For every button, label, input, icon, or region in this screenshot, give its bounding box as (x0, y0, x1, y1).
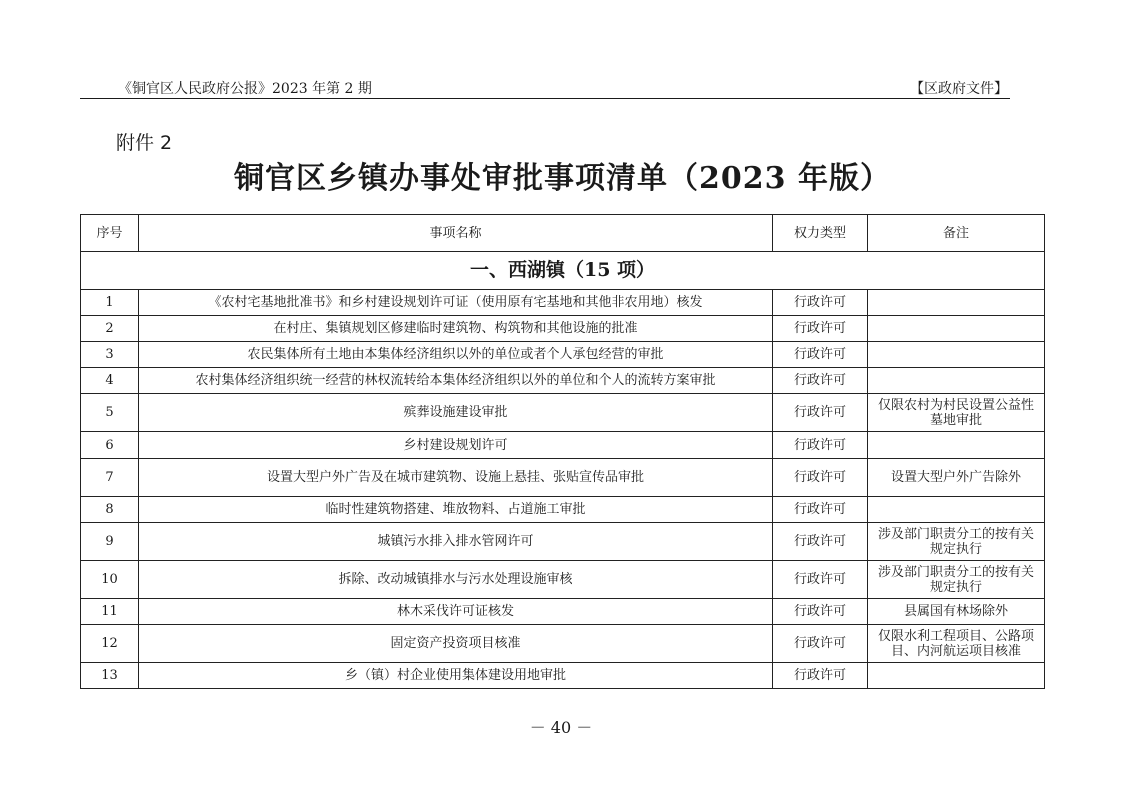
table-row (81, 497, 1045, 523)
cell-name: 固定资产投资项目核准 (139, 625, 773, 663)
cell-name: 《农村宅基地批准书》和乡村建设规划许可证（使用原有宅基地和其他非农用地）核发 (139, 290, 773, 316)
cell-name: 城镇污水排入排水管网许可 (139, 523, 773, 561)
cell-no: 13 (81, 663, 139, 689)
cell-note: 涉及部门职责分工的按有关规定执行 (868, 561, 1045, 599)
cell-name: 农民集体所有土地由本集体经济组织以外的单位或者个人承包经营的审批 (139, 342, 773, 368)
gazette-issue: 《铜官区人民政府公报》2023 年第 2 期 (118, 81, 372, 97)
cell-type: 行政许可 (773, 561, 868, 599)
table-row (81, 316, 1045, 342)
cell-name: 乡（镇）村企业使用集体建设用地审批 (139, 663, 773, 689)
cell-no: 12 (81, 625, 139, 663)
cell-note: 仅限水利工程项目、公路项目、内河航运项目核准 (868, 625, 1045, 663)
cell-type: 行政许可 (773, 663, 868, 689)
cell-name: 设置大型户外广告及在城市建筑物、设施上悬挂、张贴宣传品审批 (139, 459, 773, 497)
table-row (81, 459, 1045, 497)
table-row (81, 663, 1045, 689)
table-row (81, 432, 1045, 459)
column-header-name: 事项名称 (139, 215, 773, 252)
cell-note (868, 290, 1045, 316)
cell-note (868, 497, 1045, 523)
cell-note: 涉及部门职责分工的按有关规定执行 (868, 523, 1045, 561)
cell-name: 临时性建筑物搭建、堆放物料、占道施工审批 (139, 497, 773, 523)
cell-type: 行政许可 (773, 523, 868, 561)
table-row (81, 394, 1045, 432)
cell-no: 8 (81, 497, 139, 523)
cell-type: 行政许可 (773, 625, 868, 663)
page-number: － 40 － (529, 718, 593, 737)
cell-no: 2 (81, 316, 139, 342)
cell-note (868, 316, 1045, 342)
page-header (80, 76, 1010, 99)
cell-no: 7 (81, 459, 139, 497)
cell-type: 行政许可 (773, 342, 868, 368)
cell-type: 行政许可 (773, 497, 868, 523)
cell-note (868, 342, 1045, 368)
column-header-type: 权力类型 (773, 215, 868, 252)
cell-name: 拆除、改动城镇排水与污水处理设施审核 (139, 561, 773, 599)
cell-name: 在村庄、集镇规划区修建临时建筑物、构筑物和其他设施的批准 (139, 316, 773, 342)
approval-items-table (80, 214, 1045, 689)
column-header-no: 序号 (81, 215, 139, 252)
cell-no: 9 (81, 523, 139, 561)
cell-note (868, 663, 1045, 689)
table-row (81, 561, 1045, 599)
cell-type: 行政许可 (773, 368, 868, 394)
table-row (81, 523, 1045, 561)
cell-type: 行政许可 (773, 394, 868, 432)
section-title: 一、西湖镇（15 项） (81, 252, 1045, 290)
cell-no: 6 (81, 432, 139, 459)
cell-no: 3 (81, 342, 139, 368)
cell-no: 1 (81, 290, 139, 316)
table-row (81, 290, 1045, 316)
table-row (81, 342, 1045, 368)
section-row (81, 252, 1045, 290)
cell-no: 4 (81, 368, 139, 394)
attachment-label: 附件 2 (116, 132, 173, 154)
cell-note: 仅限农村为村民设置公益性墓地审批 (868, 394, 1045, 432)
cell-no: 5 (81, 394, 139, 432)
section-tag: 【区政府文件】 (910, 81, 1008, 97)
cell-no: 10 (81, 561, 139, 599)
table-header-row (81, 215, 1045, 252)
cell-note: 设置大型户外广告除外 (868, 459, 1045, 497)
cell-type: 行政许可 (773, 459, 868, 497)
cell-name: 林木采伐许可证核发 (139, 599, 773, 625)
table-row (81, 368, 1045, 394)
cell-type: 行政许可 (773, 316, 868, 342)
table-row (81, 625, 1045, 663)
column-header-note: 备注 (868, 215, 1045, 252)
cell-note: 县属国有林场除外 (868, 599, 1045, 625)
cell-no: 11 (81, 599, 139, 625)
cell-type: 行政许可 (773, 290, 868, 316)
table-row (81, 599, 1045, 625)
cell-note (868, 368, 1045, 394)
cell-name: 农村集体经济组织统一经营的林权流转给本集体经济组织以外的单位和个人的流转方案审批 (139, 368, 773, 394)
cell-note (868, 432, 1045, 459)
cell-type: 行政许可 (773, 599, 868, 625)
cell-name: 乡村建设规划许可 (139, 432, 773, 459)
page-title: 铜官区乡镇办事处审批事项清单（2023 年版） (234, 161, 891, 196)
cell-name: 殡葬设施建设审批 (139, 394, 773, 432)
cell-type: 行政许可 (773, 432, 868, 459)
